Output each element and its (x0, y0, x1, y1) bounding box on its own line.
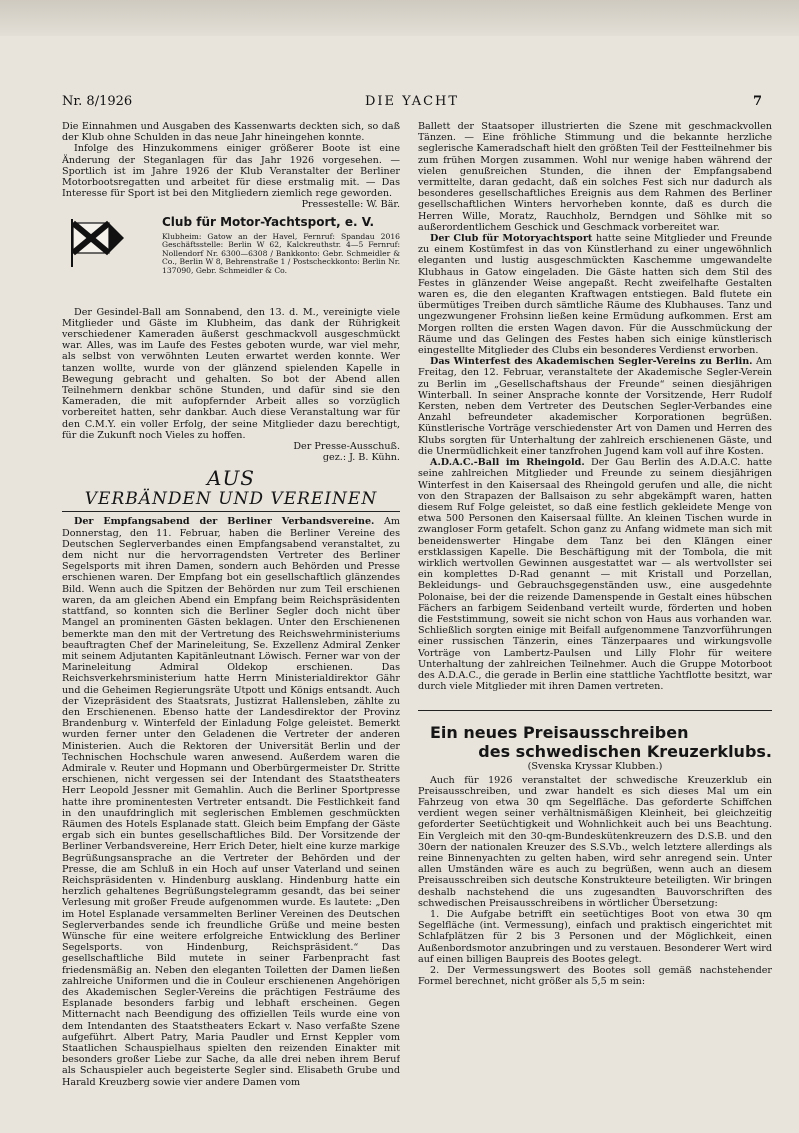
paragraph: Ballett der Staatsoper illustrierten die Szene mit geschmackvollen Tänzen. — Eine fröhliche Stimmung und die bekannte herzliche seglerische Kameradschaft hielt den größten Teil der Festteilnehmer bis zum frühen Morgen zusammen. Wohl nur wenige haben während der vielen genußreichen Stunden, die ihnen der Empfangsabend vermittelte, daran gedacht, daß ein solches Fest sich nur dadurch als besonderes gesellschaftliches Ereignis aus dem Rahmen des Berliner gesellschaftlichen Winters hervorheben konnte, daß es durch die Herren Wille, Moratz, Rauchholz, Berndgen und Söhlke mit so außerordentlichem Geschick und Geschmack vorbereitet war. (418, 121, 772, 233)
article-text: Der Gau Berlin des A.D.A.C. hatte seine zahlreichen Mitglieder und Freunde zu seinem diesjährigen Winterfest in den Kaisersaal des Rheingold gerufen und alle, die nicht von den Strapazen der Ballsaison zu sehr abgekämpft waren, hatten diesem Ruf Folge geleistet, so daß eine festlich gekleidete Menge von etwa 500 Personen den Kaisersaal füllte. An kleinen Tischen wurde in zwangloser Form getafelt. Schon ganz zu Anfang widmete man sich mit beneidenswerter Hingabe dem Tanz bei den Klängen einer erstklassigen Kapelle. Die Beschäftigung mit der Tombola, die mit wirklich wertvollen Gewinnen ausgestattet war — als wertvollster sei ein komplettes D-Rad genannt — mit Kristall und Porzellan, Bekleidungs- und Gebrauchsgegenständen usw., eine ausgedehnte Polonaise, bei der die reizende Damenspende in Gestalt eines hübschen Fächers an farbigem Seidenband verteilt wurde, förderten und hoben die Feststimmung, soweit sie nicht schon von Haus aus vorhanden war. Schließlich sorgten einige mit Beifall aufgenommene Tanzvorführungen einer russischen Tänzerin, eines Tänzerpaares und wirkungsvolle Vorträge von Lambertz-Paulsen und Lilly Flohr für weitere Unterhaltung der zahlreichen Teilnehmer. Auch die Gruppe Motorboot des A.D.A.C., die gerade in Berlin eine stattliche Yachtflotte besitzt, war durch viele Mitglieder mit ihren Damen vertreten. (418, 457, 772, 693)
paragraph: 1. Die Aufgabe betrifft ein seetüchtiges Boot von etwa 30 qm Segelfläche (int. Vermessung), einfach und praktisch eingerichtet mit Schlafplätzen für 2 bis 3 Personen und der Möglichkeit, einen Außenbordsmotor anzubringen und zu verstauen. Besonderer Wert wird auf einen billigen Baupreis des Bootes gelegt. (418, 909, 772, 965)
page-top-edge (0, 0, 799, 36)
club-name: Club für Motor-Yachtsport, e. V. (162, 214, 375, 229)
right-column (418, 121, 772, 1121)
article-heading: Ein neues Preisausschreiben (430, 723, 689, 743)
left-column (62, 121, 400, 1121)
section-title: VERBÄNDEN UND VEREINEN (62, 489, 400, 512)
magazine-title: DIE YACHT (364, 94, 460, 109)
page-number: 7 (752, 94, 762, 109)
paragraph: Auch für 1926 veranstaltet der schwedische Kreuzerklub ein Preisausschreiben, und zwar handelt es sich dieses Mal um ein Fahrzeug von etwa 30 qm Segelfläche. Das geforderte Schiffchen verdient wegen seiner verhältnismäßigen Kleinheit, bei gleichzeitig geforderter Seetüchtigkeit und Wohnlichkeit auch bei uns Beachtung. Ein Vergleich mit den 30-qm-Bundeskütenkreuzern des D.S.B. und den 30ern der nationalen Kreuzer des S.S.Vb., welch letztere allerdings als reine Binnenyachten zu gelten haben, wird sehr anregend sein. Unter allen Umständen wäre es auch zu begrüßen, wenn auch an diesem Preisausschreiben sich deutsche Konstrukteure beteiligten. Wir bringen deshalb nachstehend die uns zugesandten Bauvorschriften des schwedischen Preisausschreibens in wörtlicher Übersetzung: (418, 774, 772, 909)
article-subheading: (Svenska Kryssar Klubben.) (527, 761, 663, 773)
paragraph: Infolge des Hinzukommens einiger größerer Boote ist eine Änderung der Steganlagen für das Jahr 1926 vorgesehen. — Sportlich ist im Jahre 1926 der Klub Veranstalter der Berliner Motorbootsregatten und arbeitet für diese erstmalig mit. — Das Interesse für Sport ist bei den Mitgliedern ziemlich rege geworden. (62, 143, 400, 200)
paragraph: Der Gesindel-Ball am Sonnabend, den 13. d. M., vereinigte viele Mitglieder und Gäste im Klubheim, das dank der Rührigkeit verschiedener Kameraden äußerst geschmackvoll ausgeschmückt war. Alles, was im Laufe des Festes geboten wurde, war viel mehr, als selbst von verwöhnten Leuten erwartet werden konnte. Wer tanzen wollte, wurde von der glänzend spielenden Kapelle in Bewegung gebracht und gehalten. So bot der Abend allen Teilnehmern denkbar schöne Stunden, und dafür sind sie den Kameraden, die mit aufopfernder Arbeit alles so vorzüglich vorbereitet hatten, sehr dankbar. Auch diese Veranstaltung war für den C.M.Y. ein voller Erfolg, der seine Mitglieder dazu berechtigt, für die Zukunft noch Vieles zu hoffen. (62, 306, 400, 441)
divider (418, 710, 772, 711)
article-text: hatte seine Mitglieder und Freunde zu einem Kostümfest in das von Künstlerhand zu einer ungewöhnlich eleganten und lustig ausgeschmückten Kaschemme umgewandelte Klubhaus in Gatow eingeladen. Die Gäste hatten sich dem Stil des Festes in glänzender Weise angepaßt. Recht zweifelhafte Gestalten waren es, die den eleganten Kraftwagen entstiegen. Bald flutete ein übermütiges Treiben durch sämtliche Räume des Klubhauses. Tanz und ungezwungener Frohsinn ließen keine Ermüdung aufkommen. Erst am Morgen rollten die ersten Wagen davon. Für die Ausschmückung der Räume und das Gelingen des Festes haben sich einige künstlerisch eingestellte Mitglieder des Clubs ein besonderes Verdienst erworben. (418, 233, 772, 357)
section-title: AUS (207, 466, 255, 491)
article-text: Am Donnerstag, den 11. Februar, haben die Berliner Vereine des Deutschen Seglerverbandes einen Empfangsabend veranstaltet, zu dem nicht nur die hervorragendsten Vertreter des Berliner Segelsports mit ihren Damen, sondern auch Behörden und Presse erschienen waren. Der Empfang bot ein gesellschaftlich glänzendes Bild. Wenn auch die Spitzen der Behörden nur zum Teil erschienen waren, da am gleichen Abend ein Empfang beim Reichspräsidenten stattfand, so konnten sich die Berliner Segler doch nicht über Mangel an prominenten Gästen beklagen. Unter den Erschienenen bemerkte man den mit der Vertretung des Reichswehrministeriums beauftragten Chef der Marineleitung, Se. Exzellenz Admiral Zenker mit seinem Adjutanten Kapitänleutnant Löwisch. Ferner war von der Marineleitung Admiral Oldekop erschienen. Das Reichsverkehrsministerium hatte Herrn Ministerialdirektor Gähr und die Geheimen Regierungsräte Utpott und Königs entsandt. Auch der Vizepräsident des Staatsrats, Justizrat Hallensleben, zählte zu den Erschienenen. Ebenso hatte der Landesdirektor der Provinz Brandenburg v. Winterfeld der Einladung Folge geleistet. Bemerkt wurden ferner unter den Geladenen die Vertreter der anderen Ministerien. Auch die Rektoren der Universität Berlin und der Technischen Hochschule waren anwesend. Außerdem waren die Admirale v. Reuter und Hopmann und Oberbürgermeister Dr. Stritte erschienen, nicht vergessen sei der Intendant des Staatstheaters Herr Leopold Jessner mit Gemahlin. Auch die Berliner Sportpresse hatte ihre prominentesten Vertreter entsandt. Die Festlichkeit fand in den unaufdringlich mit seglerischen Emblemen geschmückten Räumen des Hotels Esplanade statt. Gleich beim Empfang der Gäste ergab sich ein buntes gesellschaftliches Bild. Der Vorsitzende der Berliner Verbandsvereine, Herr Erich Deter, hielt eine kurze markige Begrüßungsansprache an die Vertreter der Behörden und der Presse, die am Schluß in ein Hoch auf unser Vaterland und seinen Reichspräsidenten v. Hindenburg ausklang. Hindenburg hatte ein herzlich gehaltenes Begrüßungstelegramm gesandt, das bei seiner Verlesung mit großer Freude aufgenommen wurde. Es lautete: „Den im Hotel Esplanade versammelten Berliner Vereinen des Deutschen Seglerverbandes sende ich freundliche Grüße und meine besten Wünsche für eine weitere erfolgreiche Entwicklung des Berliner Segelsports. von Hindenburg, Reichspräsident.“ Das gesellschaftliche Bild mutete in seiner Farbenpracht fast friedensmäßig an. Neben den eleganten Toiletten der Damen ließen zahlreiche Uniformen und die in Couleur erschienenen Angehörigen des Akademischen Segler-Vereins die prächtigen Festräume des Esplanade besonders farbig und lebhaft erscheinen. Gegen Mitternacht nach Beendigung des offiziellen Teils wurde eine von dem Intendanten des Staatstheaters Eckart v. Naso verfaßte Szene aufgeführt. Albert Patry, Maria Paudler und Ernst Keppler vom Staatlichen Schauspielhaus spielten den reizenden Einakter mit besonders großer Liebe zur Sache, da alle drei neben ihrem Beruf als Schauspieler auch begeisterte Segler sind. Elisabeth Grube und Harald Kreuzberg sowie vier andere Damen vom (62, 516, 400, 1088)
article-title: Der Club für Motoryachtsport (430, 233, 593, 245)
signature: Pressestelle: W. Bär. (301, 199, 400, 211)
club-flag-icon (68, 219, 126, 267)
club-info: Klubheim: Gatow an der Havel, Fernruf: Spandau 2016 Geschäftsstelle: Berlin W 62, Kalckreuthstr. 4—5 Fernruf: Nollendorf Nr. 6300—6308 / Bankkonto: Gebr. Schmeidler & Co., Berlin W 8, Behrenstraße 1 / Postscheckkonto: Berlin Nr. 137090, Gebr. Schmeidler & Co. (162, 231, 400, 275)
club-box (62, 214, 400, 305)
paragraph: 2. Der Vermessungswert des Bootes soll gemäß nachstehender Formel berechnet, nicht größer als 5,5 m sein: (418, 965, 772, 988)
page-header (62, 94, 762, 112)
article-title: Der Empfangsabend der Berliner Verbandsvereine. (74, 516, 375, 528)
signature: gez.: J. B. Kühn. (322, 452, 400, 464)
article-title: Das Winterfest des Akademischen Segler-Vereins zu Berlin. (430, 356, 753, 368)
signature: Der Presse-Ausschuß. (293, 441, 400, 453)
paragraph: Die Einnahmen und Ausgaben des Kassenwarts deckten sich, so daß der Klub ohne Schulden in das neue Jahr hineingehen konnte. (62, 121, 400, 144)
article-text: Am Freitag, den 12. Februar, veranstaltete der Akademische Segler-Verein zu Berlin im „Gesellschaftshaus der Freunde“ seinen diesjährigen Winterball. In seiner Ansprache konnte der Vorsitzende, Herr Rudolf Kersten, neben dem Vertreter des Deutschen Segler-Verbandes eine Anzahl befreundeter akademischer Korporationen begrüßen. Künstlerische Vorträge verschiedenster Art von Damen und Herren des Klubs sorgten für Unterhaltung der zahlreich erschienenen Gäste, und die Unermüdlichkeit einer tanzfrohen Jugend kam voll auf ihre Kosten. (418, 356, 772, 457)
article-heading: des schwedischen Kreuzerklubs. (478, 742, 772, 762)
article-title: A.D.A.C.-Ball im Rheingold. (430, 457, 585, 469)
issue-number: Nr. 8/1926 (62, 94, 133, 109)
